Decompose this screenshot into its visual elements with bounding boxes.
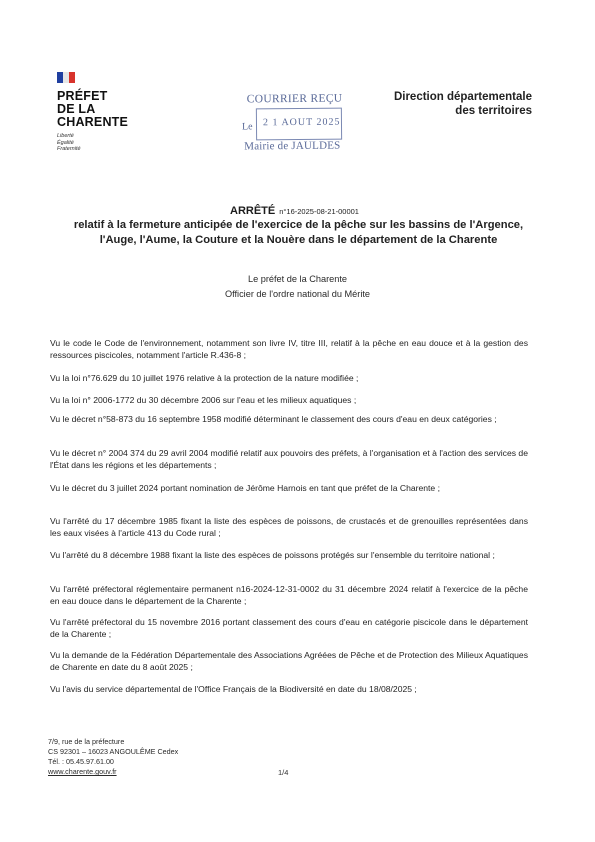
motto-egalite: Égalité — [57, 139, 74, 146]
direction-line-2: des territoires — [455, 105, 532, 117]
subject-line-1: relatif à la fermeture anticipée de l'exercice de la pêche sur les bassins de l'Argence, — [73, 219, 524, 231]
footer-address: 7/9, rue de la préfecture — [48, 737, 125, 746]
stamp-date-box — [256, 108, 342, 141]
marianne-flag-icon — [57, 72, 75, 83]
visa-paragraph: Vu l'arrêté préfectoral du 15 novembre 2016 portant classement des cours d'eau en catégorie piscicole dans le département de la Charente ; — [50, 617, 528, 639]
prefect-signature-block — [0, 272, 595, 301]
motto-fraternite: Fraternité — [57, 146, 81, 152]
direction-header — [394, 90, 532, 118]
logo-line-3: CHARENTE — [57, 115, 129, 129]
prefect-line-1: Le préfet de la Charente — [247, 274, 348, 284]
visa-paragraph: Vu la loi n°76.629 du 10 juillet 1976 relative à la protection de la nature modifiée ; — [50, 373, 359, 383]
prefect-line-2: Officier de l'ordre national du Mérite — [224, 288, 371, 299]
stamp-date: 2 1 AOUT 2025 — [262, 116, 341, 129]
visa-paragraph: Vu le décret n° 2004 374 du 29 avril 2004 modifié relatif aux pouvoirs des préfets, à l'organisation et à l'action des services de l'État dans les régions et les départements ; — [50, 448, 528, 470]
reception-stamp — [233, 92, 360, 157]
footer-address-block — [48, 737, 178, 777]
logo-line-2: DE LA — [57, 102, 96, 116]
stamp-le-label: Le — [241, 121, 253, 133]
arrete-word: ARRÊTÉ — [230, 205, 276, 217]
arrete-heading — [0, 205, 595, 217]
arrete-number: n°16-2025-08-21-00001 — [279, 207, 359, 216]
visa-paragraph: Vu le décret du 3 juillet 2024 portant nomination de Jérôme Harnois en tant que préfet de la Charente ; — [50, 483, 440, 493]
subject-line-2: l'Auge, l'Aume, la Couture et la Nouère dans le département de la Charente — [99, 233, 498, 246]
prefet-logo — [57, 72, 137, 153]
visa-paragraph: Vu le décret n°58-873 du 16 septembre 1958 modifié déterminant le classement des cours d'eau en deux catégories ; — [50, 414, 497, 424]
footer-phone: Tél. : 05.45.97.61.00 — [48, 757, 114, 766]
visa-paragraph: Vu le code le Code de l'environnement, notamment son livre IV, titre III, relatif à la pêche en eau douce et à la gestion des ressources piscicoles, notamment l'article R.436-8 ; — [50, 338, 528, 360]
visa-paragraph: Vu la demande de la Fédération Départementale des Associations Agréées de Pêche et de Protection des Milieux Aquatiques de Charente en date du 8 août 2025 ; — [50, 650, 528, 672]
visa-paragraph: Vu l'arrêté du 8 décembre 1988 fixant la liste des espèces de poissons protégés sur l'ensemble du territoire national ; — [50, 550, 495, 560]
visa-paragraph: Vu l'avis du service départemental de l'Office Français de la Biodiversité en date du 18/08/2025 ; — [50, 684, 417, 694]
logo-line-1: PRÉFET — [57, 89, 108, 103]
direction-line-1: Direction départementale — [393, 91, 532, 103]
visa-paragraph: Vu l'arrêté préfectoral réglementaire permanent n16-2024-12-31-0002 du 31 décembre 2024 relatif à l'exercice de la pêche en eau douce dans le département de la Charente ; — [50, 584, 528, 606]
arrete-subject — [57, 218, 540, 247]
footer-postal: CS 92301 – 16023 ANGOULÊME Cedex — [48, 747, 179, 756]
page-number: 1/4 — [278, 768, 289, 777]
visa-paragraph: Vu l'arrêté du 17 décembre 1985 fixant la liste des espèces de poissons, de crustacés et de grenouilles représentées dans les eaux visées à l'article 413 du Code rural ; — [50, 516, 528, 538]
republic-motto — [57, 133, 137, 153]
stamp-title: COURRIER REÇU — [246, 92, 343, 106]
motto-liberte: Liberté — [57, 133, 74, 139]
footer-website-link[interactable]: www.charente.gouv.fr — [48, 767, 117, 776]
visa-paragraph: Vu la loi n° 2006-1772 du 30 décembre 2006 sur l'eau et les milieux aquatiques ; — [50, 395, 357, 405]
stamp-mairie: Mairie de JAULDES — [244, 139, 341, 153]
